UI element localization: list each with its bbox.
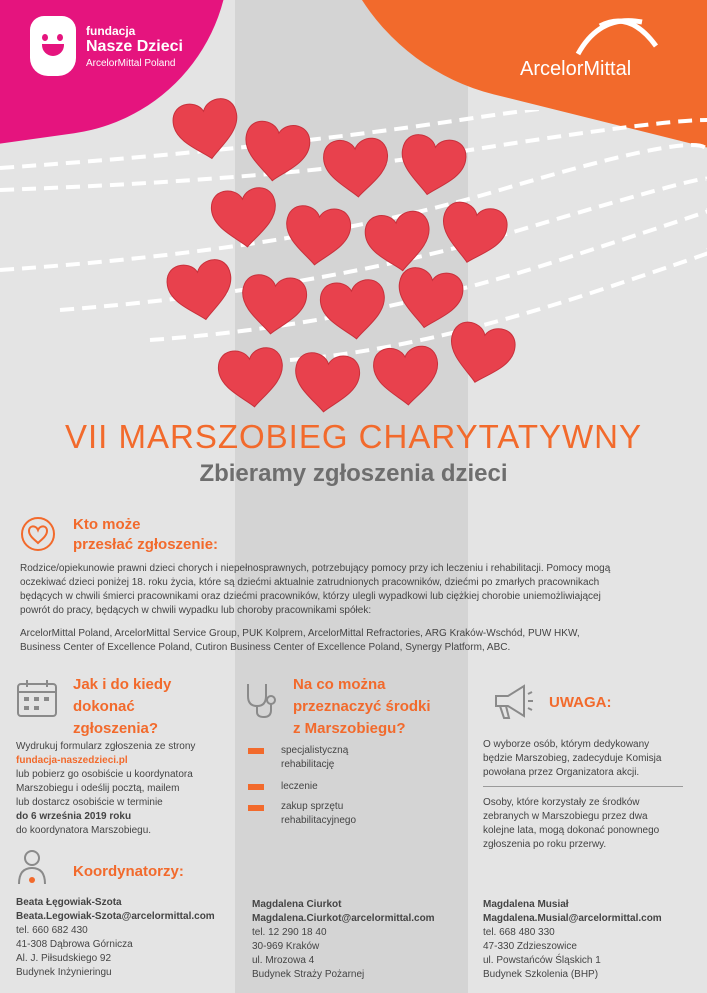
coordinator-card: Beata Łęgowiak-Szota Beata.Legowiak-Szota@arcelormittal.com tel. 660 682 430 41-308 Dąbrowa Górnicza Al. J. Piłsudskiego 92 Budynek Inżynieringu (16, 897, 215, 978)
deadline-text: do 6 września 2019 roku (16, 811, 132, 822)
coordinator-card: Magdalena Ciurkot Magdalena.Ciurkot@arcelormittal.com tel. 12 290 18 40 30-969 Kraków ul. Mrozowa 4 Budynek Straży Pożarnej (252, 899, 435, 980)
heart-icon (283, 204, 353, 268)
heart-icon (210, 186, 280, 250)
heart-icon (239, 273, 309, 337)
heart-icon (319, 278, 389, 342)
foundation-website-link[interactable]: fundacja-naszedzieci.pl (16, 755, 128, 766)
coordinators-heading: Koordynatorzy: (73, 863, 184, 880)
heart-icon (444, 319, 519, 389)
foundation-logo-small: fundacja (86, 24, 136, 38)
heart-icon (393, 265, 466, 333)
foundation-logo-name: Nasze Dzieci (86, 38, 183, 55)
who-companies: ArcelorMittal Poland, ArcelorMittal Service Group, PUK Kolprem, ArcelorMittal Refractories, ARG Kraków-Wschód, PUW HKW, Business Center of Excellence Poland, Cutiron Business Center of Excellence Poland, Synergy Platform, ABC. (20, 628, 580, 653)
funds-item-1: specjalistyczną rehabilitację (281, 745, 349, 770)
funds-bullet-1 (248, 748, 264, 754)
heart-icon (372, 345, 440, 407)
stethoscope-icon (240, 680, 280, 720)
who-paragraph: Rodzice/opiekunowie prawni dzieci chorych i niepełnosprawnych, potrzebujący pomocy przy ich leczeniu i rehabilitacji. Pomocy mogą oczekiwać dzieci poniżej 18. roku życia, które są dziećmi aktualnie zatrudnionych pracowników, dziećmi po zmarłych pracownikach będących w chwili śmierci pracownikami oraz dziećmi pracowników, którzy ulegli wypadkowi lub ciężkiej chorobie uniemożliwiającej powrót do pracy, będących w chwili wypadku lub choroby pracownikami spółek: (20, 563, 611, 616)
who-heading-line1: Kto może (73, 516, 141, 533)
who-heading-line2: przesłać zgłoszenie: (73, 536, 219, 553)
funds-heading: Na co można przeznaczyć środki z Marszobiegu? (293, 676, 431, 737)
coordinator-email[interactable]: Magdalena.Musial@arcelormittal.com (483, 913, 662, 924)
heart-icon (436, 199, 511, 269)
note-paragraph-2: Osoby, które korzystały ze środków zebranych w Marszobiegu przez dwa kolejne lata, mogą dokonać ponownego zgłoszenia po roku przerwy. (483, 797, 660, 850)
company-logo-text: ArcelorMittal (520, 58, 632, 80)
megaphone-icon (490, 682, 534, 722)
hearts-illustration (0, 0, 707, 420)
heart-icon (217, 346, 287, 410)
heart-icon (170, 96, 243, 164)
how-instructions: Wydrukuj formularz zgłoszenia ze strony fundacja-naszedzieci.pl lub pobierz go osobiście u koordynatora Marszobiegu i odeślij pocztą, mailem lub dostarcz osobiście w terminie do 6 września 2019 roku do koordynatora Marszobiegu. (16, 740, 236, 838)
page-subtitle: Zbieramy zgłoszenia dzieci (199, 460, 508, 487)
note-paragraph-1: O wyborze osób, którym dedykowany będzie Marszobieg, zadecyduje Komisja powołana przez Organizatora akcji. (483, 739, 662, 778)
funds-bullet-3 (248, 805, 264, 811)
coordinator-email[interactable]: Beata.Legowiak-Szota@arcelormittal.com (16, 911, 215, 922)
funds-bullet-2 (248, 784, 264, 790)
heart-outline-icon (20, 516, 56, 552)
calendar-icon (16, 678, 58, 718)
heart-icon (164, 257, 237, 325)
note-divider (483, 786, 683, 787)
heart-icon (322, 137, 390, 199)
note-heading: UWAGA: (549, 694, 612, 711)
funds-item-2: leczenie (281, 781, 318, 792)
heart-icon (241, 119, 312, 185)
coordinator-card: Magdalena Musiał Magdalena.Musial@arcelormittal.com tel. 668 480 330 47-330 Zdzieszowice ul. Powstańców Śląskich 1 Budynek Szkolenia (BHP) (483, 899, 662, 980)
heart-icon (292, 351, 362, 415)
page-title: VII MARSZOBIEG CHARYTATYWNY (64, 418, 643, 455)
foundation-logo-sub: ArcelorMittal Poland (86, 58, 176, 69)
funds-item-3: zakup sprzętu rehabilitacyjnego (281, 801, 357, 826)
heart-icon (396, 132, 469, 200)
coordinator-email[interactable]: Magdalena.Ciurkot@arcelormittal.com (252, 913, 435, 924)
how-heading: Jak i do kiedy dokonać zgłoszenia? (73, 676, 172, 737)
heart-icon (363, 209, 434, 275)
person-pin-icon (16, 848, 48, 890)
